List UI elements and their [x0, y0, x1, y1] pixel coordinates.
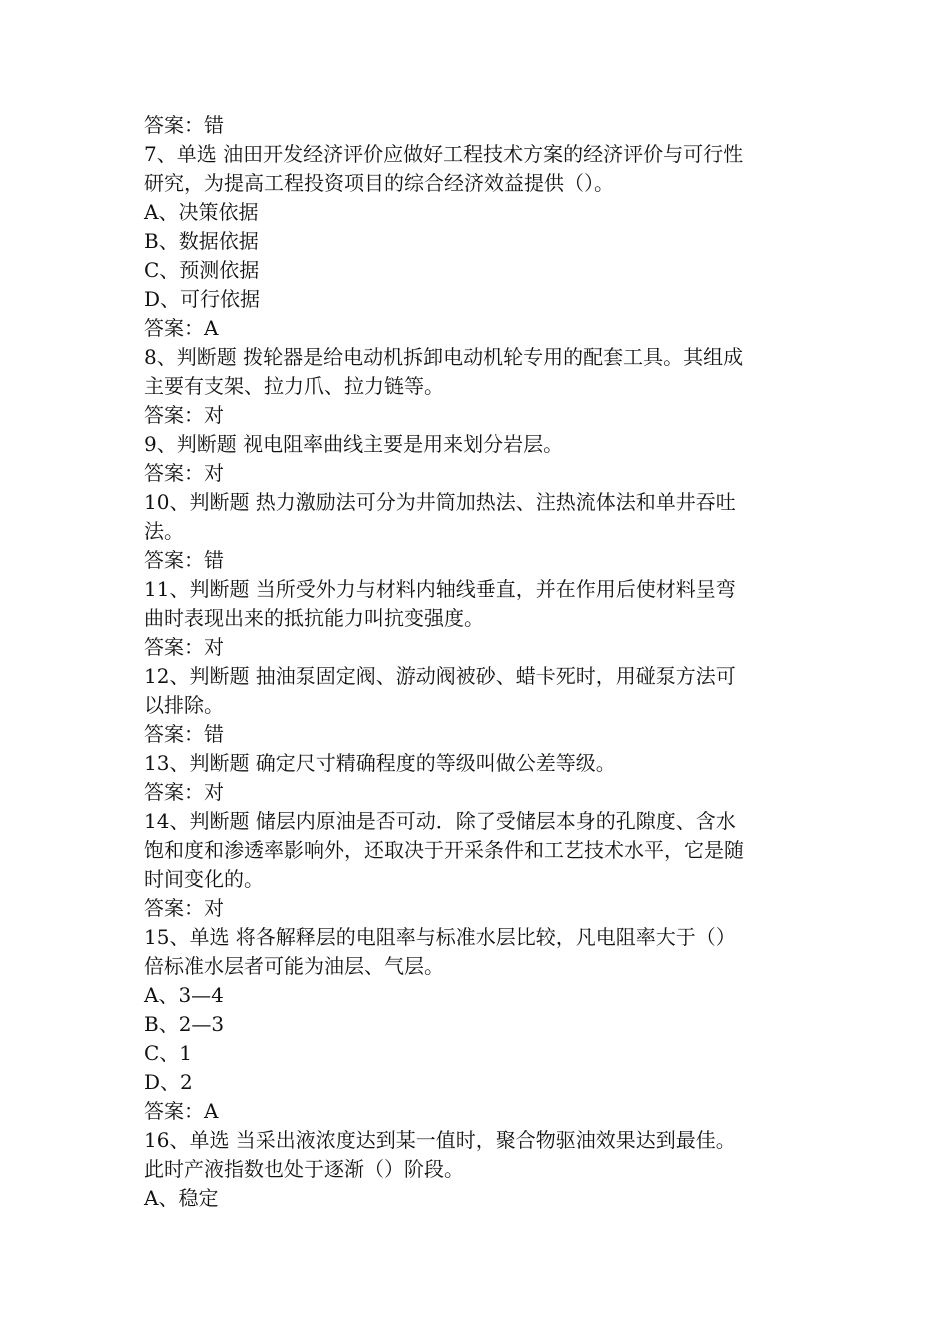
option-line: B、2—3: [144, 1012, 225, 1036]
option-line: A、3—4: [144, 983, 224, 1007]
answer-line: 答案：对: [144, 780, 224, 804]
question-8-line: 主要有支架、拉力爪、拉力链等。: [144, 374, 444, 398]
option-line: A、稳定: [144, 1186, 219, 1210]
question-16-line: 16、单选 当采出液浓度达到某一值时，聚合物驱油效果达到最佳。: [144, 1128, 736, 1152]
option-line: B、数据依据: [144, 229, 259, 253]
answer-line: 答案：A: [144, 1099, 219, 1123]
answer-line: 答案：对: [144, 403, 224, 427]
option-line: D、2: [144, 1070, 193, 1094]
question-9-line: 9、判断题 视电阻率曲线主要是用来划分岩层。: [144, 432, 564, 456]
question-10-line: 法。: [144, 519, 184, 543]
answer-line: 答案：错: [144, 722, 224, 746]
question-12-line: 12、判断题 抽油泵固定阀、游动阀被砂、蜡卡死时，用碰泵方法可: [144, 664, 736, 688]
question-7-line: 研究，为提高工程投资项目的综合经济效益提供（）。: [144, 171, 614, 195]
answer-line: 答案：对: [144, 461, 224, 485]
option-line: C、1: [144, 1041, 193, 1065]
answer-line: 答案：错: [144, 548, 224, 572]
question-14-line: 饱和度和渗透率影响外，还取决于开采条件和工艺技术水平，它是随: [144, 838, 744, 862]
question-15-line: 15、单选 将各解释层的电阻率与标准水层比较，凡电阻率大于（）: [144, 925, 736, 949]
question-8-line: 8、判断题 拨轮器是给电动机拆卸电动机轮专用的配套工具。其组成: [144, 345, 744, 369]
answer-line: 答案：错: [144, 113, 224, 137]
option-line: A、决策依据: [144, 200, 259, 224]
question-10-line: 10、判断题 热力激励法可分为井筒加热法、注热流体法和单井吞吐: [144, 490, 736, 514]
option-line: D、可行依据: [144, 287, 261, 311]
question-13-line: 13、判断题 确定尺寸精确程度的等级叫做公差等级。: [144, 751, 616, 775]
question-14-line: 14、判断题 储层内原油是否可动．除了受储层本身的孔隙度、含水: [144, 809, 736, 833]
question-15-line: 倍标准水层者可能为油层、气层。: [144, 954, 444, 978]
option-line: C、预测依据: [144, 258, 260, 282]
answer-line: 答案：对: [144, 635, 224, 659]
document-body: [144, 111, 814, 1213]
question-14-line: 时间变化的。: [144, 867, 264, 891]
question-11-line: 曲时表现出来的抵抗能力叫抗变强度。: [144, 606, 484, 630]
question-7-line: 7、单选 油田开发经济评价应做好工程技术方案的经济评价与可行性: [144, 142, 744, 166]
answer-line: 答案：对: [144, 896, 224, 920]
question-16-line: 此时产液指数也处于逐渐（）阶段。: [144, 1157, 464, 1181]
question-11-line: 11、判断题 当所受外力与材料内轴线垂直，并在作用后使材料呈弯: [144, 577, 736, 601]
answer-line: 答案：A: [144, 316, 219, 340]
question-12-line: 以排除。: [144, 693, 224, 717]
